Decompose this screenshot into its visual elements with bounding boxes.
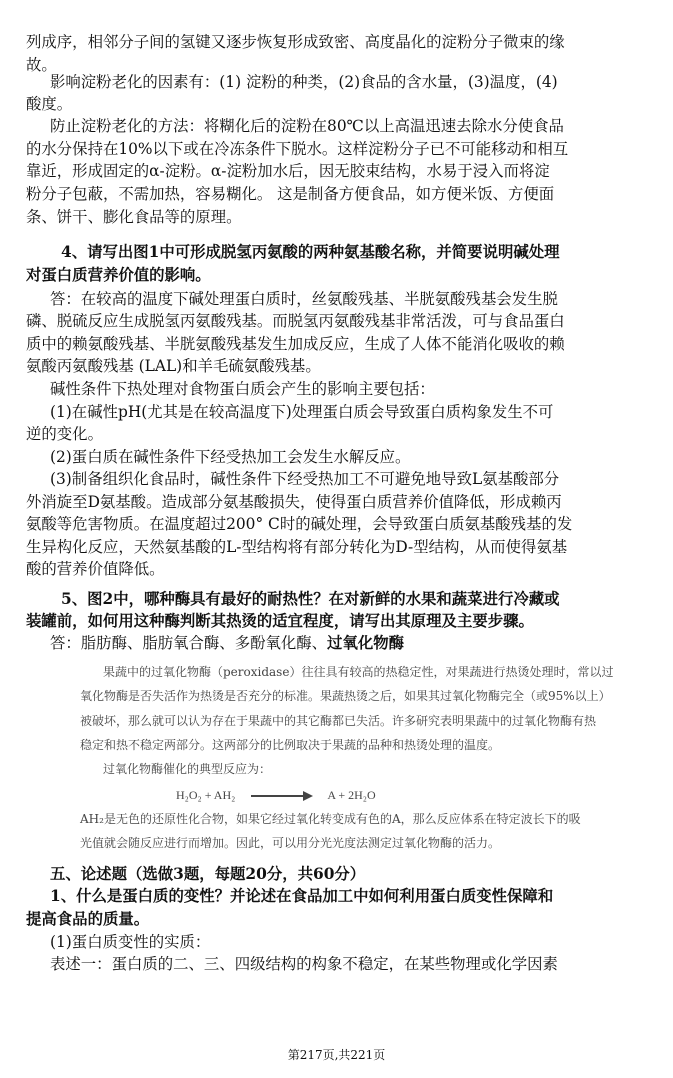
arrow-right-icon xyxy=(249,786,313,804)
paragraph-line: 粉分子包蔽，不需加热，容易糊化。 这是制备方便食品，如方便米饭、方便面 xyxy=(26,185,555,203)
answer-line: 逆的变化。 xyxy=(26,425,103,443)
answer-line xyxy=(0,631,673,655)
answer-line: 磷、脱硫反应生成脱氢丙氨酸残基。而脱氢丙氨酸残基非常活泼，可与食品蛋白 xyxy=(26,312,565,330)
answer-line: 碱性条件下热处理对食物蛋白质会产生的影响主要包括： xyxy=(50,380,435,398)
paragraph-line: 酸度。 xyxy=(26,95,73,113)
excerpt-line: 果蔬中的过氧化物酶（peroxidase）往往具有较高的热稳定性，对果蔬进行热烫处理时，常以过 xyxy=(103,665,614,679)
formula-reactants: H₂O₂ + AH₂ xyxy=(176,788,236,802)
paragraph-line: 条、饼干、膨化食品等的原理。 xyxy=(26,208,242,226)
answer-line: 氨酸等危害物质。在温度超过200° C时的碱处理，会导致蛋白质氨基酸残基的发 xyxy=(26,515,573,533)
answer-highlight: 过氧化物酶 xyxy=(327,634,405,652)
paragraph-line: 影响淀粉老化的因素有：(1) 淀粉的种类，(2)食品的含水量，(3)温度，(4) xyxy=(50,73,558,91)
page-number: 第217页,共221页 xyxy=(287,1048,386,1062)
answer-line: 酸的营养价值降低。 xyxy=(26,560,165,578)
excerpt-line: 过氧化物酶催化的典型反应为： xyxy=(103,762,272,776)
formula-products: A + 2H₂O xyxy=(327,788,376,802)
answer-line: 外消旋至D氨基酸。造成部分氨基酸损失，使得蛋白质营养价值降低，形成赖丙 xyxy=(26,493,562,511)
reaction-formula xyxy=(176,786,376,804)
question-title: 1、什么是蛋白质的变性？并论述在食品加工中如何利用蛋白质变性保障和 xyxy=(50,887,554,905)
answer-line: (2)蛋白质在碱性条件下经受热加工会发生水解反应。 xyxy=(50,448,411,466)
section-title: 五、论述题（选做3题，每题20分，共60分） xyxy=(50,865,366,883)
paragraph-line: 靠近，形成固定的α-淀粉。α-淀粉加水后，因无胶束结构，水易于浸入而将淀 xyxy=(26,162,550,180)
question-title: 4、请写出图1中可形成脱氢丙氨酸的两种氨基酸名称，并简要说明碱处理 xyxy=(61,243,560,261)
excerpt-line: 被破坏，那么就可以认为存在于果蔬中的其它酶都已失活。许多研究表明果蔬中的过氧化物酶有热 xyxy=(80,714,597,728)
question-title: 装罐前，如何用这种酶判断其热烫的适宜程度，请写出其原理及主要步骤。 xyxy=(26,612,534,630)
answer-line: 答：在较高的温度下碱处理蛋白质时，丝氨酸残基、半胱氨酸残基会发生脱 xyxy=(50,290,558,308)
answer-line: 生异构化反应，天然氨基酸的L-型结构将有部分转化为D-型结构，从而使得氨基 xyxy=(26,538,568,556)
answer-line: (1)在碱性pH(尤其是在较高温度下)处理蛋白质会导致蛋白质构象发生不可 xyxy=(50,403,554,421)
paragraph-line: 防止淀粉老化的方法：将糊化后的淀粉在80℃以上高温迅速去除水分使食品 xyxy=(50,117,564,135)
excerpt-line: 稳定和热不稳定两部分。这两部分的比例取决于果蔬的品种和热烫处理的温度。 xyxy=(80,738,501,752)
answer-line: 表述一：蛋白质的二、三、四级结构的构象不稳定，在某些物理或化学因素 xyxy=(50,955,558,973)
answer-line: 质中的赖氨酸残基、半胱氨酸残基发生加成反应，生成了人体不能消化吸收的赖 xyxy=(26,335,565,353)
paragraph-line: 故。 xyxy=(26,56,57,74)
question-title: 提高食品的质量。 xyxy=(26,910,150,928)
answer-line: (1)蛋白质变性的实质： xyxy=(50,933,211,951)
excerpt-line: AH₂是无色的还原性化合物，如果它经过氧化转变成有色的A，那么反应体系在特定波长下的吸 xyxy=(80,812,581,826)
answer-line: (3)制备组织化食品时，碱性条件下经受热加工不可避免地导致L氨基酸部分 xyxy=(50,470,560,488)
paragraph-line: 列成序，相邻分子间的氢键又逐步恢复形成致密、高度晶化的淀粉分子微束的缘 xyxy=(26,33,565,51)
paragraph-line: 的水分保持在10%以下或在冷冻条件下脱水。这样淀粉分子已不可能移动和相互 xyxy=(26,140,569,158)
answer-line: 氨酸丙氨酸残基 (LAL)和羊毛硫氨酸残基。 xyxy=(26,357,321,375)
question-title: 5、图2中，哪种酶具有最好的耐热性？在对新鲜的水果和蔬菜进行冷藏或 xyxy=(61,590,560,608)
question-title: 对蛋白质营养价值的影响。 xyxy=(26,266,211,284)
answer-text: 答：脂肪酶、脂肪氧合酶、多酚氧化酶、 xyxy=(50,634,328,652)
excerpt-line: 氧化物酶是否失活作为热烫是否充分的标准。果蔬热烫之后，如果其过氧化物酶完全（或95%以上） xyxy=(80,689,611,703)
excerpt-line: 光值就会随反应进行而增加。因此，可以用分光光度法测定过氧化物酶的活力。 xyxy=(80,836,501,850)
